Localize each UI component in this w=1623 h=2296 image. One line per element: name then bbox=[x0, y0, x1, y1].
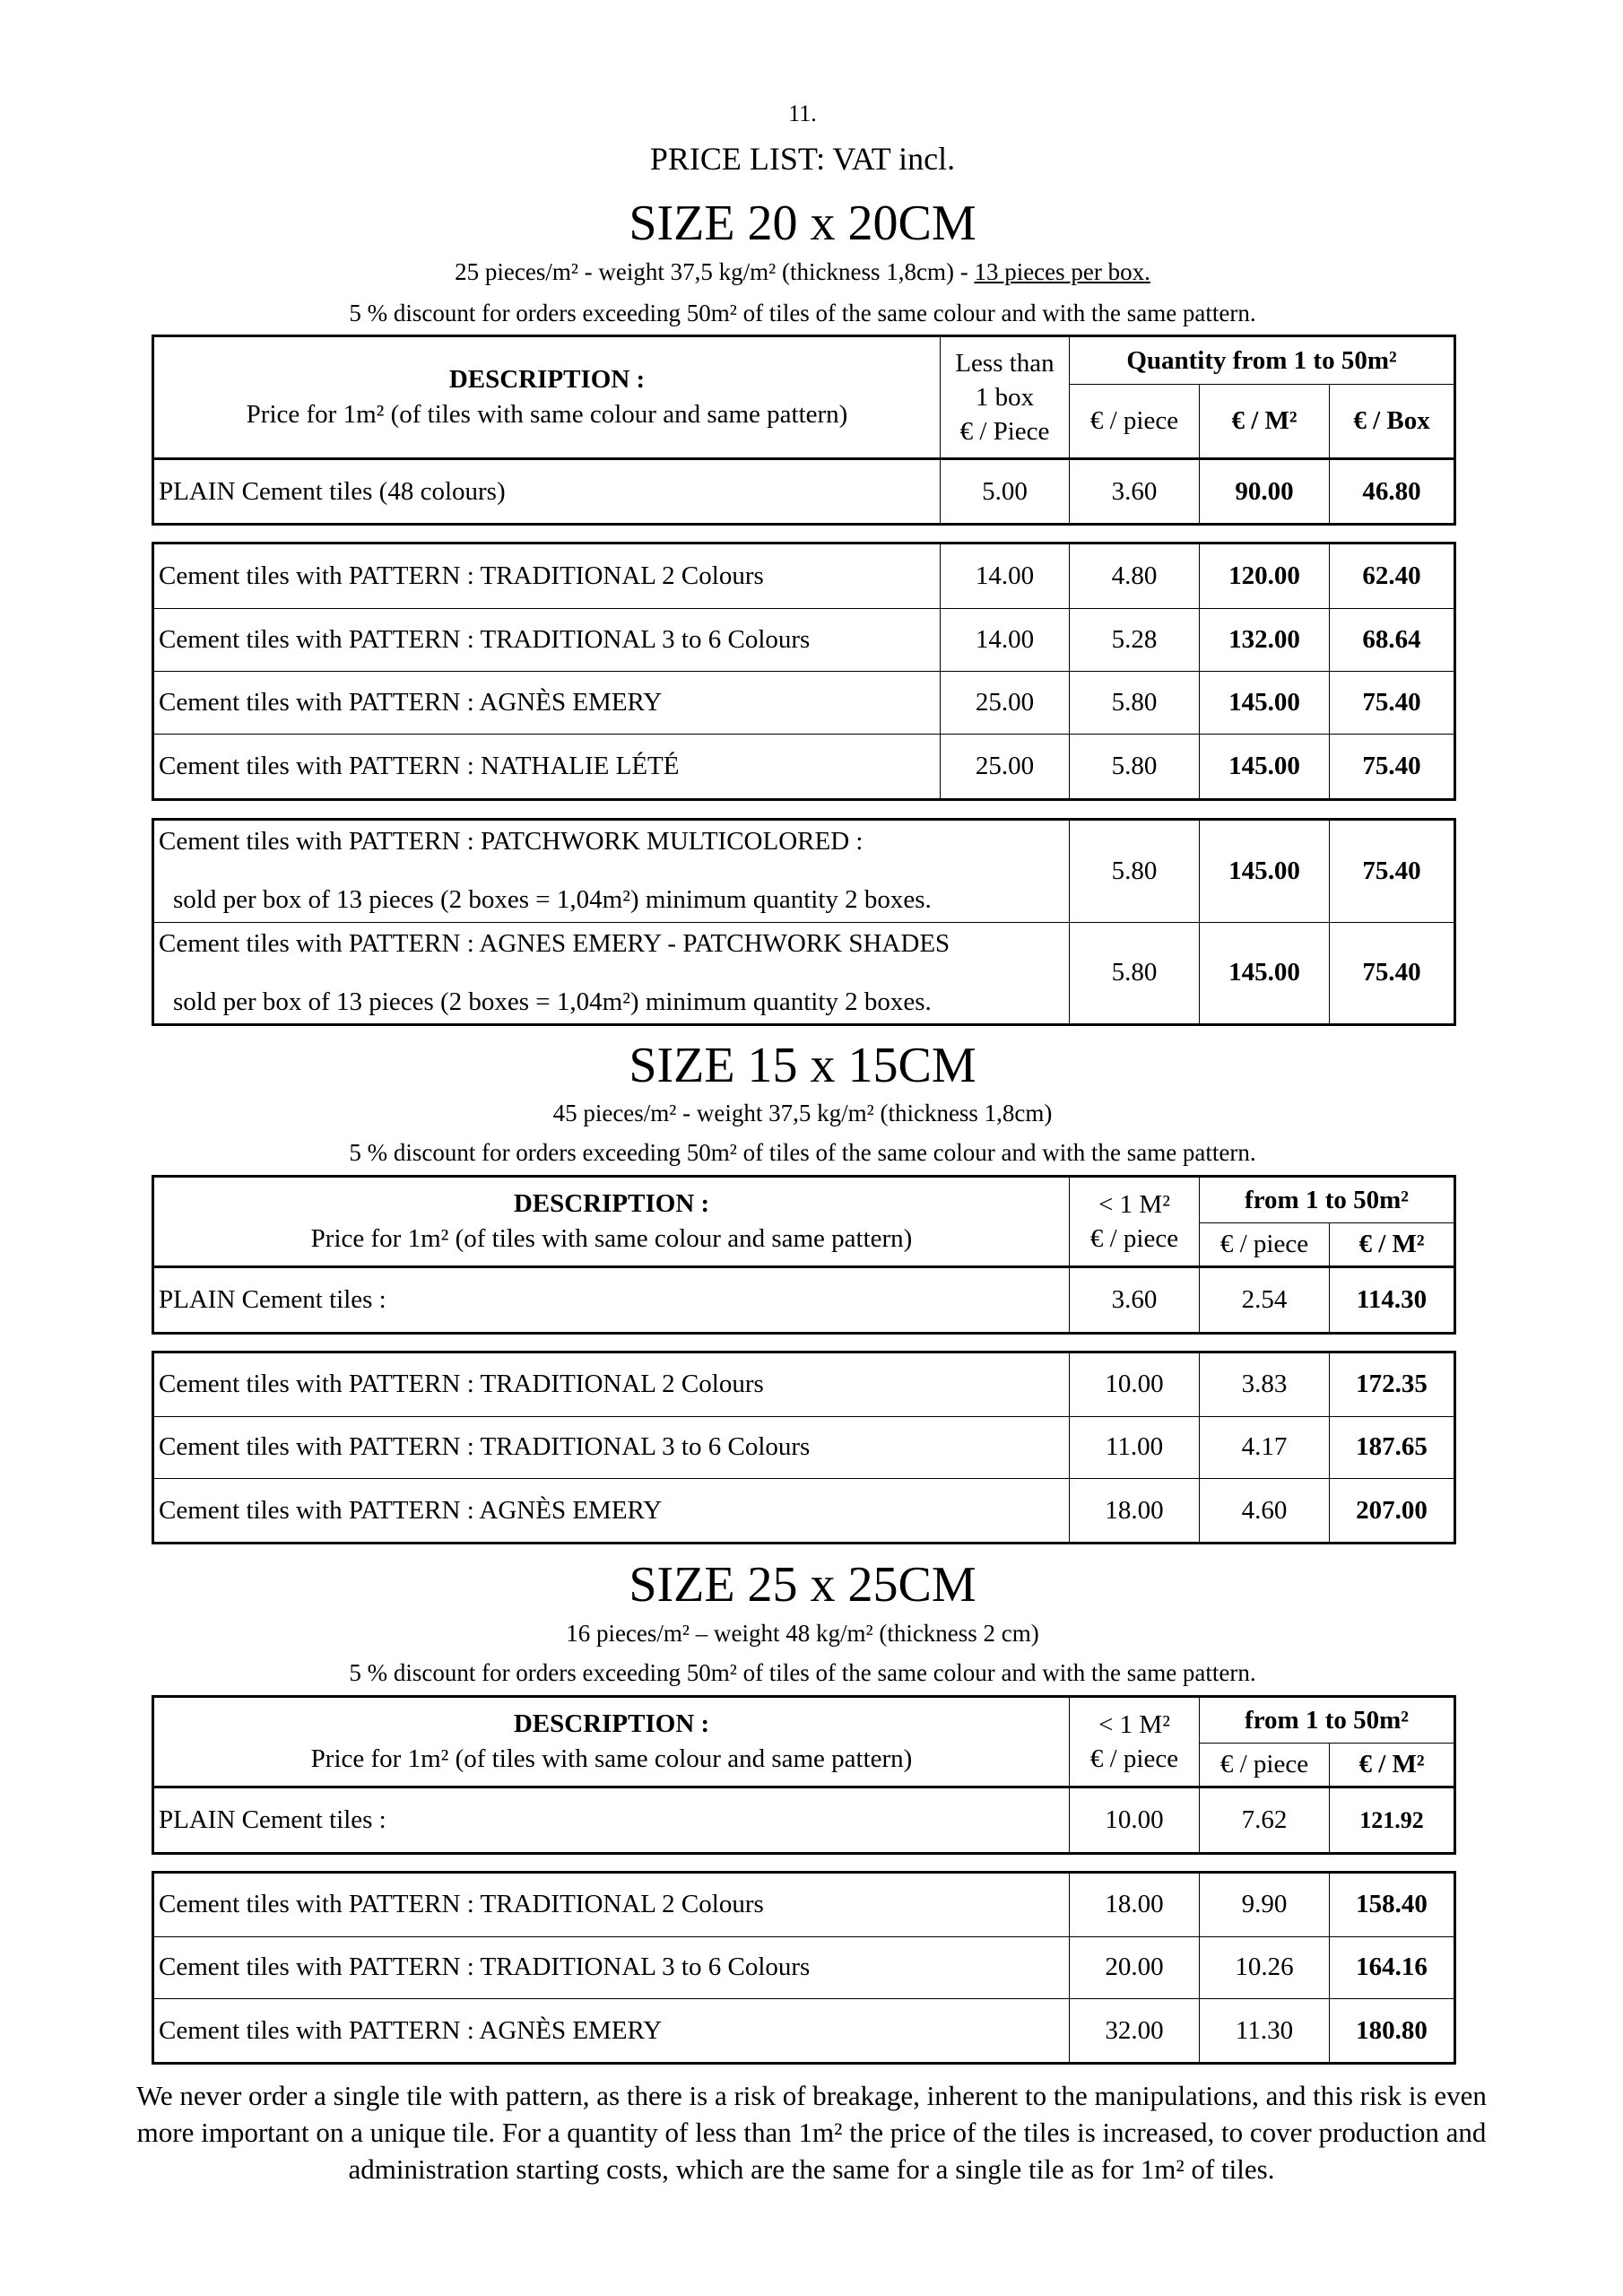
description-title: DESCRIPTION : bbox=[513, 1189, 710, 1218]
table-row bbox=[153, 820, 1455, 923]
row-m2-price: 180.80 bbox=[1330, 1999, 1455, 2064]
size-20-info bbox=[0, 258, 1605, 286]
row-less-than-m2: 11.00 bbox=[1070, 1416, 1200, 1479]
description-header bbox=[153, 1697, 1070, 1787]
table-row bbox=[153, 459, 1455, 525]
size-15-header-table bbox=[152, 1175, 1456, 1268]
row-description: Cement tiles with PATTERN : AGNÈS EMERY bbox=[153, 671, 941, 734]
description-title: DESCRIPTION : bbox=[513, 1709, 710, 1738]
row-m2-price: 145.00 bbox=[1200, 820, 1330, 923]
patchwork-note: sold per box of 13 pieces (2 boxes = 1,04m²) minimum quantity 2 boxes. bbox=[173, 885, 932, 915]
row-description: Cement tiles with PATTERN : AGNÈS EMERY bbox=[153, 1479, 1070, 1544]
less-than-m2-header: < 1 M² € / piece bbox=[1070, 1697, 1200, 1787]
row-less-than-m2: 18.00 bbox=[1070, 1873, 1200, 1937]
table-row bbox=[153, 1267, 1455, 1334]
quantity-header: Quantity from 1 to 50m² bbox=[1070, 336, 1455, 385]
row-box-price: 75.40 bbox=[1330, 671, 1455, 734]
table-row bbox=[153, 1873, 1455, 1937]
row-m2-price: 164.16 bbox=[1330, 1936, 1455, 1999]
row-description: Cement tiles with PATTERN : TRADITIONAL 3 to 6 Colours bbox=[153, 1416, 1070, 1479]
row-less-than-m2: 32.00 bbox=[1070, 1999, 1200, 2064]
size-20-box-info: 13 pieces per box. bbox=[974, 258, 1150, 285]
size-20-patchwork-table bbox=[152, 818, 1456, 1026]
row-piece-price: 5.28 bbox=[1070, 608, 1200, 671]
row-box-price: 75.40 bbox=[1330, 820, 1455, 923]
size-20-plain-table bbox=[152, 457, 1456, 526]
piece-price-header: € / piece bbox=[1200, 1744, 1330, 1787]
row-m2-price: 145.00 bbox=[1200, 922, 1330, 1025]
row-m2-price: 132.00 bbox=[1200, 608, 1330, 671]
description-header bbox=[153, 336, 941, 459]
row-less-than-box: 14.00 bbox=[941, 544, 1070, 609]
table-row bbox=[153, 922, 1455, 1025]
size-15-pattern-table bbox=[152, 1351, 1456, 1544]
table-row bbox=[153, 544, 1455, 609]
size-20-discount: 5 % discount for orders exceeding 50m² of tiles of the same colour and with the same pattern. bbox=[349, 300, 1256, 326]
description-subtitle: Price for 1m² (of tiles with same colour and same pattern) bbox=[246, 400, 848, 429]
row-description: Cement tiles with PATTERN : TRADITIONAL 2 Colours bbox=[153, 1352, 1070, 1417]
row-box-price: 75.40 bbox=[1330, 922, 1455, 1025]
size-25-header-table bbox=[152, 1695, 1456, 1788]
m2-price-header: € / M² bbox=[1330, 1744, 1455, 1787]
row-less-than-m2: 10.00 bbox=[1070, 1352, 1200, 1417]
size-20-title: SIZE 20 x 20CM bbox=[629, 196, 976, 251]
row-piece-price: 5.80 bbox=[1070, 922, 1200, 1025]
row-m2-price: 145.00 bbox=[1200, 735, 1330, 800]
row-box-price: 62.40 bbox=[1330, 544, 1455, 609]
row-piece-price: 4.80 bbox=[1070, 544, 1200, 609]
row-less-than-m2: 20.00 bbox=[1070, 1936, 1200, 1999]
row-piece-price: 3.60 bbox=[1070, 459, 1200, 525]
row-piece-price: 5.80 bbox=[1070, 671, 1200, 734]
row-piece-price: 5.80 bbox=[1070, 735, 1200, 800]
row-description: Cement tiles with PATTERN : NATHALIE LÉTÉ bbox=[153, 735, 941, 800]
row-description: PLAIN Cement tiles : bbox=[153, 1787, 1070, 1854]
row-piece-price: 10.26 bbox=[1200, 1936, 1330, 1999]
m2-price-header: € / M² bbox=[1200, 385, 1330, 459]
row-description: Cement tiles with PATTERN : TRADITIONAL 3 to 6 Colours bbox=[153, 1936, 1070, 1999]
row-description: Cement tiles with PATTERN : TRADITIONAL 3 to 6 Colours bbox=[153, 608, 941, 671]
row-piece-price: 4.17 bbox=[1200, 1416, 1330, 1479]
size-25-info: 16 pieces/m² – weight 48 kg/m² (thickness 2 cm) bbox=[566, 1620, 1039, 1647]
description-subtitle: Price for 1m² (of tiles with same colour and same pattern) bbox=[310, 1224, 913, 1253]
box-price-header: € / Box bbox=[1330, 385, 1455, 459]
row-less-than-box: 25.00 bbox=[941, 735, 1070, 800]
table-row bbox=[153, 1416, 1455, 1479]
row-description: PLAIN Cement tiles (48 colours) bbox=[153, 459, 941, 525]
footer-note: We never order a single tile with pattern, as there is a risk of breakage, inherent to the manipulations, and this risk is even more important on a unique tile. For a quantity of less than 1m² the price of the tiles is increased, to cover production and administration starting costs, which are the same for a single tile as for 1m² of tiles. bbox=[136, 2080, 1487, 2185]
row-less-than-m2: 18.00 bbox=[1070, 1479, 1200, 1544]
row-description: PLAIN Cement tiles : bbox=[153, 1267, 1070, 1334]
piece-price-header: € / piece bbox=[1070, 385, 1200, 459]
row-m2-price: 121.92 bbox=[1330, 1787, 1455, 1854]
table-row bbox=[153, 671, 1455, 734]
size-20-pattern-table bbox=[152, 542, 1456, 801]
table-row bbox=[153, 1352, 1455, 1417]
row-m2-price: 207.00 bbox=[1330, 1479, 1455, 1544]
row-piece-price: 9.90 bbox=[1200, 1873, 1330, 1937]
row-m2-price: 187.65 bbox=[1330, 1416, 1455, 1479]
less-than-m2-header: < 1 M² € / piece bbox=[1070, 1177, 1200, 1267]
row-description bbox=[153, 922, 1070, 1025]
size-15-info: 45 pieces/m² - weight 37,5 kg/m² (thickness 1,8cm) bbox=[552, 1100, 1053, 1126]
size-25-title: SIZE 25 x 25CM bbox=[629, 1557, 976, 1613]
row-piece-price: 7.62 bbox=[1200, 1787, 1330, 1854]
size-25-pattern-table bbox=[152, 1871, 1456, 2065]
row-m2-price: 114.30 bbox=[1330, 1267, 1455, 1334]
row-description: Cement tiles with PATTERN : AGNÈS EMERY bbox=[153, 1999, 1070, 2064]
page-number: 11. bbox=[788, 100, 817, 126]
row-m2-price: 172.35 bbox=[1330, 1352, 1455, 1417]
table-row bbox=[153, 735, 1455, 800]
row-description: Cement tiles with PATTERN : TRADITIONAL 2 Colours bbox=[153, 1873, 1070, 1937]
description-title: DESCRIPTION : bbox=[448, 365, 646, 394]
size-20-header-table bbox=[152, 335, 1456, 460]
table-row bbox=[153, 608, 1455, 671]
row-box-price: 46.80 bbox=[1330, 459, 1455, 525]
row-less-than-box: 5.00 bbox=[941, 459, 1070, 525]
row-m2-price: 90.00 bbox=[1200, 459, 1330, 525]
description-subtitle: Price for 1m² (of tiles with same colour and same pattern) bbox=[310, 1744, 913, 1773]
row-less-than-m2: 3.60 bbox=[1070, 1267, 1200, 1334]
description-header bbox=[153, 1177, 1070, 1267]
row-piece-price: 2.54 bbox=[1200, 1267, 1330, 1334]
size-15-plain-table bbox=[152, 1265, 1456, 1335]
row-less-than-box: 25.00 bbox=[941, 671, 1070, 734]
row-box-price: 75.40 bbox=[1330, 735, 1455, 800]
table-row bbox=[153, 1999, 1455, 2064]
less-than-box-header: Less than 1 box € / Piece bbox=[941, 336, 1070, 459]
piece-price-header: € / piece bbox=[1200, 1223, 1330, 1267]
patchwork-title: Cement tiles with PATTERN : AGNES EMERY - PATCHWORK SHADES bbox=[159, 928, 950, 958]
range-header: from 1 to 50m² bbox=[1200, 1177, 1455, 1223]
size-25-discount: 5 % discount for orders exceeding 50m² of tiles of the same colour and with the same pattern. bbox=[349, 1659, 1256, 1686]
row-piece-price: 11.30 bbox=[1200, 1999, 1330, 2064]
row-m2-price: 120.00 bbox=[1200, 544, 1330, 609]
size-15-discount: 5 % discount for orders exceeding 50m² of tiles of the same colour and with the same pattern. bbox=[349, 1139, 1256, 1166]
table-row bbox=[153, 1787, 1455, 1854]
patchwork-note: sold per box of 13 pieces (2 boxes = 1,04m²) minimum quantity 2 boxes. bbox=[173, 987, 932, 1016]
row-box-price: 68.64 bbox=[1330, 608, 1455, 671]
row-piece-price: 5.80 bbox=[1070, 820, 1200, 923]
table-row bbox=[153, 1479, 1455, 1544]
size-20-info-text: 25 pieces/m² - weight 37,5 kg/m² (thickness 1,8cm) - bbox=[455, 258, 975, 285]
m2-price-header: € / M² bbox=[1330, 1223, 1455, 1267]
row-piece-price: 3.83 bbox=[1200, 1352, 1330, 1417]
table-row bbox=[153, 1936, 1455, 1999]
row-m2-price: 158.40 bbox=[1330, 1873, 1455, 1937]
row-less-than-m2: 10.00 bbox=[1070, 1787, 1200, 1854]
price-list-title: PRICE LIST: VAT incl. bbox=[649, 141, 956, 177]
row-less-than-box: 14.00 bbox=[941, 608, 1070, 671]
patchwork-title: Cement tiles with PATTERN : PATCHWORK MULTICOLORED : bbox=[159, 827, 864, 857]
size-25-plain-table bbox=[152, 1786, 1456, 1855]
range-header: from 1 to 50m² bbox=[1200, 1697, 1455, 1744]
size-15-title: SIZE 15 x 15CM bbox=[629, 1038, 976, 1093]
row-description bbox=[153, 820, 1070, 923]
row-description: Cement tiles with PATTERN : TRADITIONAL 2 Colours bbox=[153, 544, 941, 609]
row-m2-price: 145.00 bbox=[1200, 671, 1330, 734]
row-piece-price: 4.60 bbox=[1200, 1479, 1330, 1544]
